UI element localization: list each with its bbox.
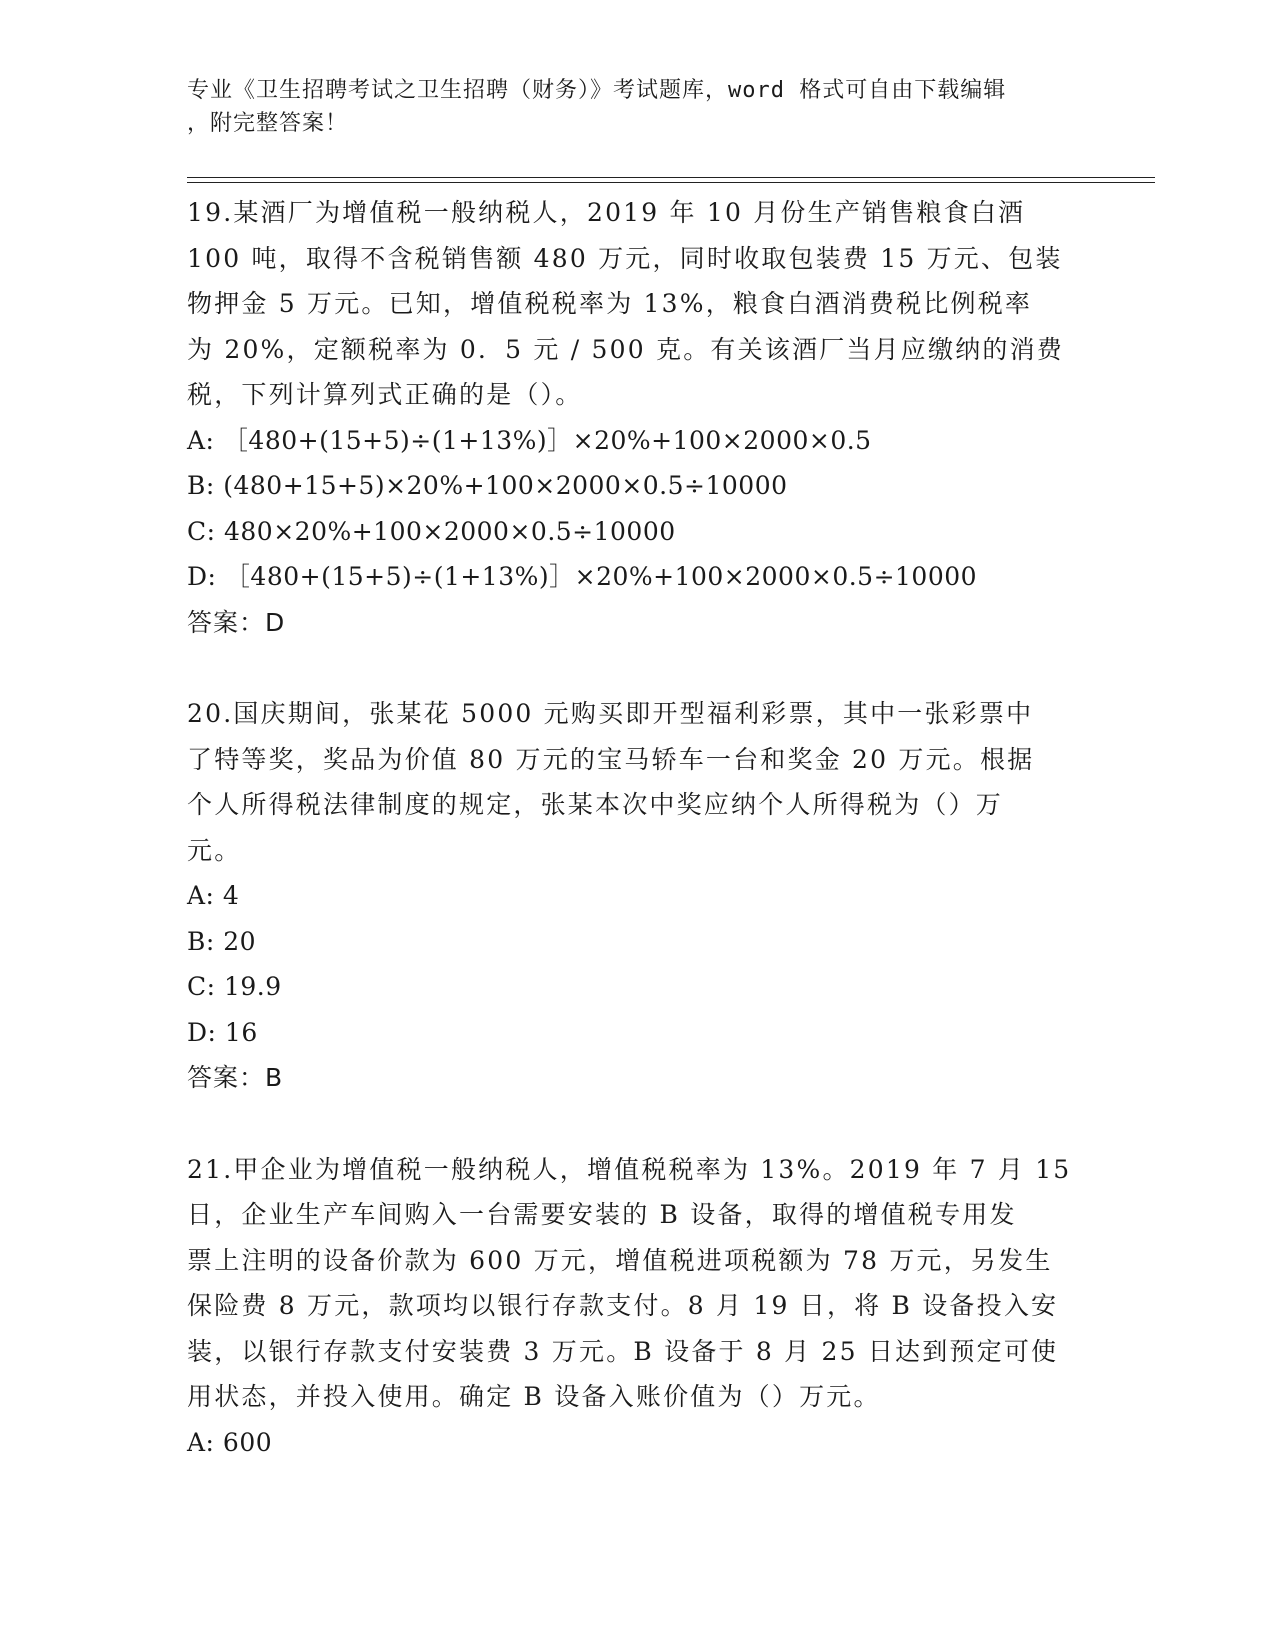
option-a: A: 600 [187,1427,273,1457]
stem-line: 装，以银行存款支付安装费 3 万元。B 设备于 8 月 25 日达到预定可使 [187,1336,1059,1366]
question-21 [187,1147,1087,1466]
stem-line: 为 20%，定额税率为 0．5 元 / 500 克。有关该酒厂当月应缴纳的消费 [187,334,1065,364]
stem-line: 日，企业生产车间购入一台需要安装的 B 设备，取得的增值税专用发 [187,1200,1017,1229]
option-d: D: ［480+(15+5)÷(1+13%)］×20%+100×2000×0.5÷10000 [187,562,978,591]
stem-line: 100 吨，取得不含税销售额 480 万元，同时收取包装费 15 万元、包装 [187,243,1063,273]
stem-line: 21.甲企业为增值税一般纳税人，增值税税率为 13%。2019 年 7 月 15 [187,1154,1072,1184]
stem-line: 了特等奖，奖品为价值 80 万元的宝马轿车一台和奖金 20 万元。根据 [187,744,1035,774]
answer-line: 答案：D [187,607,286,637]
option-d: D: 16 [187,1017,258,1047]
stem-line: 19.某酒厂为增值税一般纳税人，2019 年 10 月份生产销售粮食白酒 [187,198,1026,227]
stem-line: 20.国庆期间，张某花 5000 元购买即开型福利彩票，其中一张彩票中 [187,699,1034,728]
option-list [187,873,1087,1055]
stem-line: 保险费 8 万元，款项均以银行存款支付。8 月 19 日，将 B 设备投入安 [187,1291,1059,1320]
option-b: B: (480+15+5)×20%+100×2000×0.5÷10000 [187,471,788,500]
option-list [187,1420,1087,1466]
page-header [187,74,1067,140]
question-list [187,190,1087,1465]
option-a: A: ［480+(15+5)÷(1+13%)］×20%+100×2000×0.5 [187,425,872,455]
header-line: 专业《卫生招聘考试之卫生招聘（财务）》考试题库，word 格式可自由下载编辑 [187,78,1007,103]
option-a: A: 4 [187,881,240,910]
stem-line: 个人所得税法律制度的规定，张某本次中奖应纳个人所得税为（）万 [187,790,1004,819]
option-b: B: 20 [187,926,257,956]
header-rule-top [187,177,1155,178]
question-19 [187,190,1087,645]
question-stem [187,190,1087,418]
question-stem [187,1147,1087,1420]
option-c: C: 480×20%+100×2000×0.5÷10000 [187,516,676,546]
option-list [187,418,1087,600]
header-line: ，附完整答案！ [187,111,349,136]
header-rule-bottom [187,182,1155,183]
option-c: C: 19.9 [187,972,282,1001]
answer-line: 答案：B [187,1063,284,1092]
question-stem [187,691,1087,873]
stem-line: 物押金 5 万元。已知，增值税税率为 13%，粮食白酒消费税比例税率 [187,289,1033,318]
stem-line: 用状态，并投入使用。确定 B 设备入账价值为（）万元。 [187,1382,881,1411]
stem-line: 票上注明的设备价款为 600 万元，增值税进项税额为 78 万元，另发生 [187,1245,1053,1275]
stem-line: 元。 [187,835,242,865]
stem-line: 税，下列计算列式正确的是（）。 [187,380,583,409]
spacer [187,645,1087,691]
spacer [187,1101,1087,1147]
question-20 [187,691,1087,1101]
